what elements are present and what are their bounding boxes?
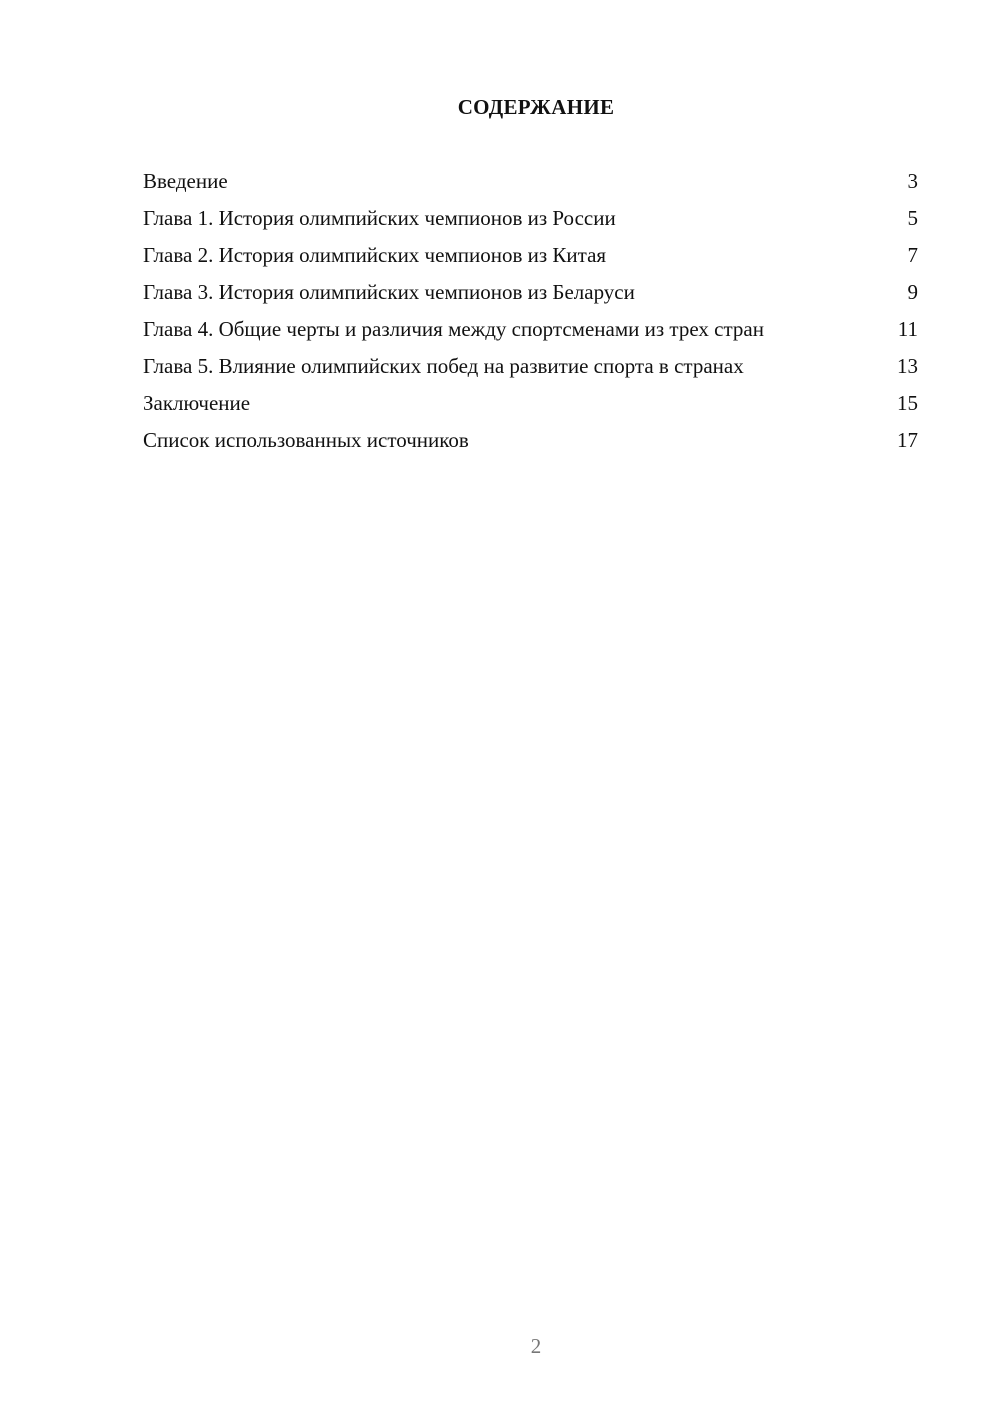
toc-entry-title: Глава 4. Общие черты и различия между спортсменами из трех стран (143, 317, 764, 341)
toc-entry-title: Глава 3. История олимпийских чемпионов из Беларуси (143, 280, 635, 304)
toc-entry-page: 9 (907, 280, 918, 304)
page-title: СОДЕРЖАНИЕ (457, 95, 615, 119)
toc-entry-page: 5 (907, 206, 918, 230)
table-of-contents (143, 168, 918, 464)
toc-entry[interactable] (143, 353, 918, 380)
toc-entry-title: Список использованных источников (143, 428, 469, 452)
toc-entry-page: 13 (897, 354, 918, 378)
toc-entry[interactable] (143, 168, 918, 195)
toc-entry[interactable] (143, 279, 918, 306)
toc-entry-title: Глава 2. История олимпийских чемпионов из Китая (143, 243, 607, 267)
toc-entry[interactable] (143, 316, 918, 343)
toc-entry-page: 3 (907, 169, 918, 193)
toc-entry-page: 15 (897, 391, 918, 415)
toc-entry[interactable] (143, 205, 918, 232)
toc-entry-page: 17 (897, 428, 918, 452)
toc-entry-title: Введение (143, 169, 228, 193)
page-number: 2 (530, 1334, 542, 1358)
toc-entry-title: Заключение (143, 391, 251, 415)
toc-entry[interactable] (143, 242, 918, 269)
toc-entry-title: Глава 1. История олимпийских чемпионов из России (143, 206, 616, 230)
toc-entry-title: Глава 5. Влияние олимпийских побед на развитие спорта в странах (143, 354, 744, 378)
toc-entry[interactable] (143, 390, 918, 417)
toc-entry[interactable] (143, 427, 918, 454)
toc-entry-page: 11 (897, 317, 918, 341)
toc-entry-page: 7 (907, 243, 918, 267)
